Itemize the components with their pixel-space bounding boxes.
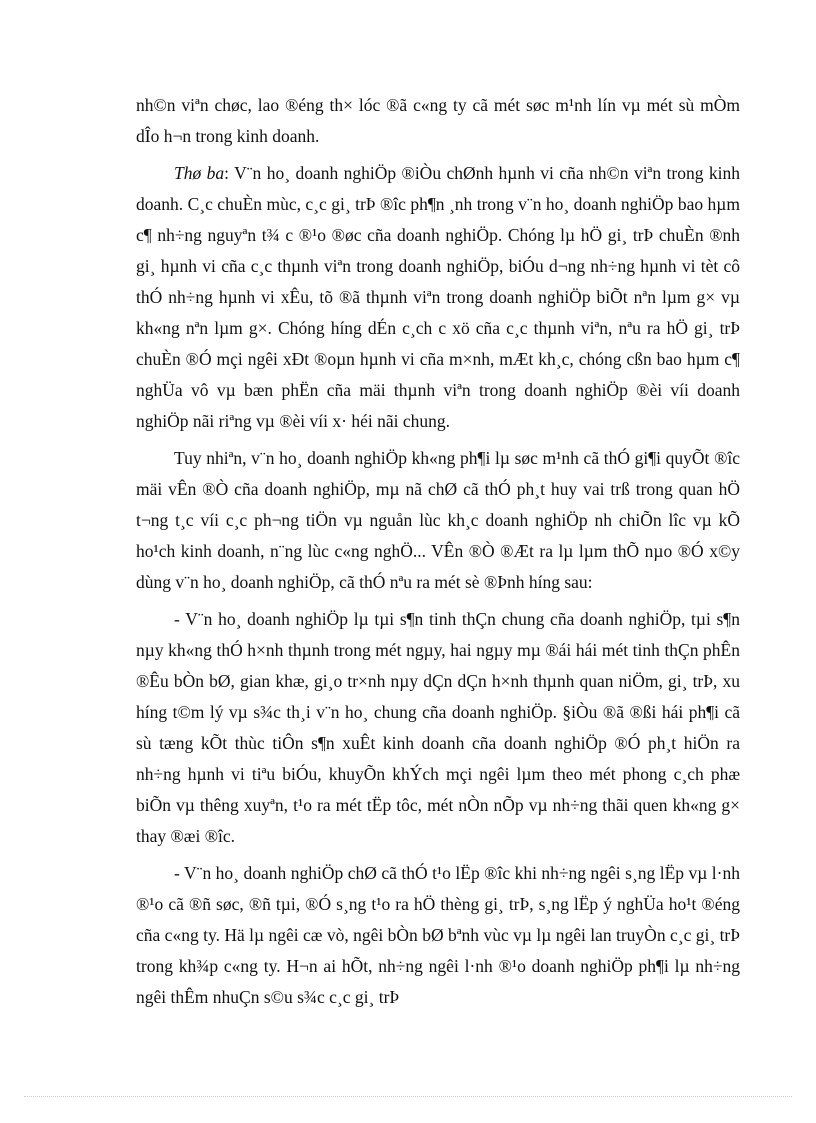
paragraph-3-text: Tuy nhiªn, v¨n ho¸ doanh nghiÖp kh«ng ph¶i lµ søc m¹nh cã thÓ gi¶i quyÕt ®îc mäi vÊn ®Ò cña doanh nghiÖp, mµ nã chØ cã thÓ ph¸t huy vai trß trong quan hÖ t¬ng t¸c víi c¸c ph¬ng tiÖn vµ nguån lùc kh¸c doanh nghiÖp nh chiÕn lîc vµ kÕ ho¹ch kinh doanh, n¨ng lùc c«ng nghÖ... VÊn ®Ò ®Æt ra lµ lµm thÕ nµo ®Ó x©y dùng v¨n ho¸ doanh nghiÖp, cã thÓ nªu ra mét sè ®Þnh híng sau: [136,448,740,592]
paragraph-4-text: - V¨n ho¸ doanh nghiÖp lµ tµi s¶n tinh thÇn chung cña doanh nghiÖp, tµi s¶n nµy kh«ng thÓ h×nh thµnh trong mét ngµy, hai ngµy mµ ®ái hái mét tinh thÇn phÊn ®Êu bÒn bØ, gian khæ, gi¸o tr×nh nµy dÇn dÇn h×nh thµnh quan niÖm, gi¸ trÞ, xu híng t©m lý vµ s¾c th¸i v¨n ho¸ chung cña doanh nghiÖp. §iÒu ®ã ®ßi hái ph¶i cã sù tæng kÕt thùc tiÔn s¶n xuÊt kinh doanh cña doanh nghiÖp ®Ó ph¸t hiÖn ra nh÷ng hµnh vi tiªu biÓu, khuyÕn khÝch mçi ngêi lµm theo mét phong c¸ch phæ biÕn vµ thêng xuyªn, t¹o ra mét tËp tôc, mét nÒn nÕp vµ nh÷ng thãi quen kh«ng g× thay ®æi ®îc. [136,609,740,846]
paragraph-1 [136,90,740,152]
paragraph-4 [136,604,740,852]
paragraph-2-lead: Thø ba [174,163,225,183]
page-bottom-divider [24,1096,792,1097]
paragraph-3 [136,443,740,598]
paragraph-2 [136,158,740,437]
paragraph-2-text: : V¨n ho¸ doanh nghiÖp ®iÒu chØnh hµnh vi cña nh©n viªn trong kinh doanh. C¸c chuÈn mùc, c¸c gi¸ trÞ ®îc ph¶n ¸nh trong v¨n ho¸ doanh nghiÖp bao hµm c¶ nh÷ng nguyªn t¾ c ®¹o ®øc cña doanh nghiÖp. Chóng lµ hÖ gi¸ trÞ chuÈn ®nh gi¸ hµnh vi cña c¸c thµnh viªn trong doanh nghiÖp, biÓu d¬ng nh÷ng hµnh vi tèt cô thÓ nh÷ng hµnh vi xÊu, tõ ®ã thµnh viªn trong doanh nghiÖp biÕt nªn lµm g× vµ kh«ng nªn lµm g×. Chóng híng dÉn c¸ch c xö cña c¸c thµnh viªn, nªu ra hÖ gi¸ trÞ chuÈn ®Ó mçi ngêi xÐt ®oµn hµnh vi cña m×nh, mÆt kh¸c, chóng cßn bao hµm c¶ nghÜa vô vµ bæn phËn cña mäi thµnh viªn trong doanh nghiÖp ®èi víi doanh nghiÖp nãi riªng vµ ®èi víi x· héi nãi chung. [136,163,740,431]
paragraph-5-text: - V¨n ho¸ doanh nghiÖp chØ cã thÓ t¹o lËp ®îc khi nh÷ng ngêi s¸ng lËp vµ l·nh ®¹o cã ®ñ søc, ®ñ tµi, ®Ó s¸ng t¹o ra hÖ thèng gi¸ trÞ, s¸ng lËp ý nghÜa ho¹t ®éng cña c«ng ty. Hä lµ ngêi cæ vò, ngêi bÒn bØ bªnh vùc vµ lµ ngêi lan truyÒn c¸c gi¸ trÞ trong kh¾p c«ng ty. H¬n ai hÕt, nh÷ng ngêi l·nh ®¹o doanh nghiÖp ph¶i lµ nh÷ng ngêi thÊm nhuÇn s©u s¾c c¸c gi¸ trÞ [136,863,740,1007]
document-body [136,90,740,1013]
paragraph-5 [136,858,740,1013]
paragraph-1-text: nh©n viªn chøc, lao ®éng th× lóc ®ã c«ng ty cã mét søc m¹nh lín vµ mét sù mÒm dÎo h¬n trong kinh doanh. [136,95,740,146]
